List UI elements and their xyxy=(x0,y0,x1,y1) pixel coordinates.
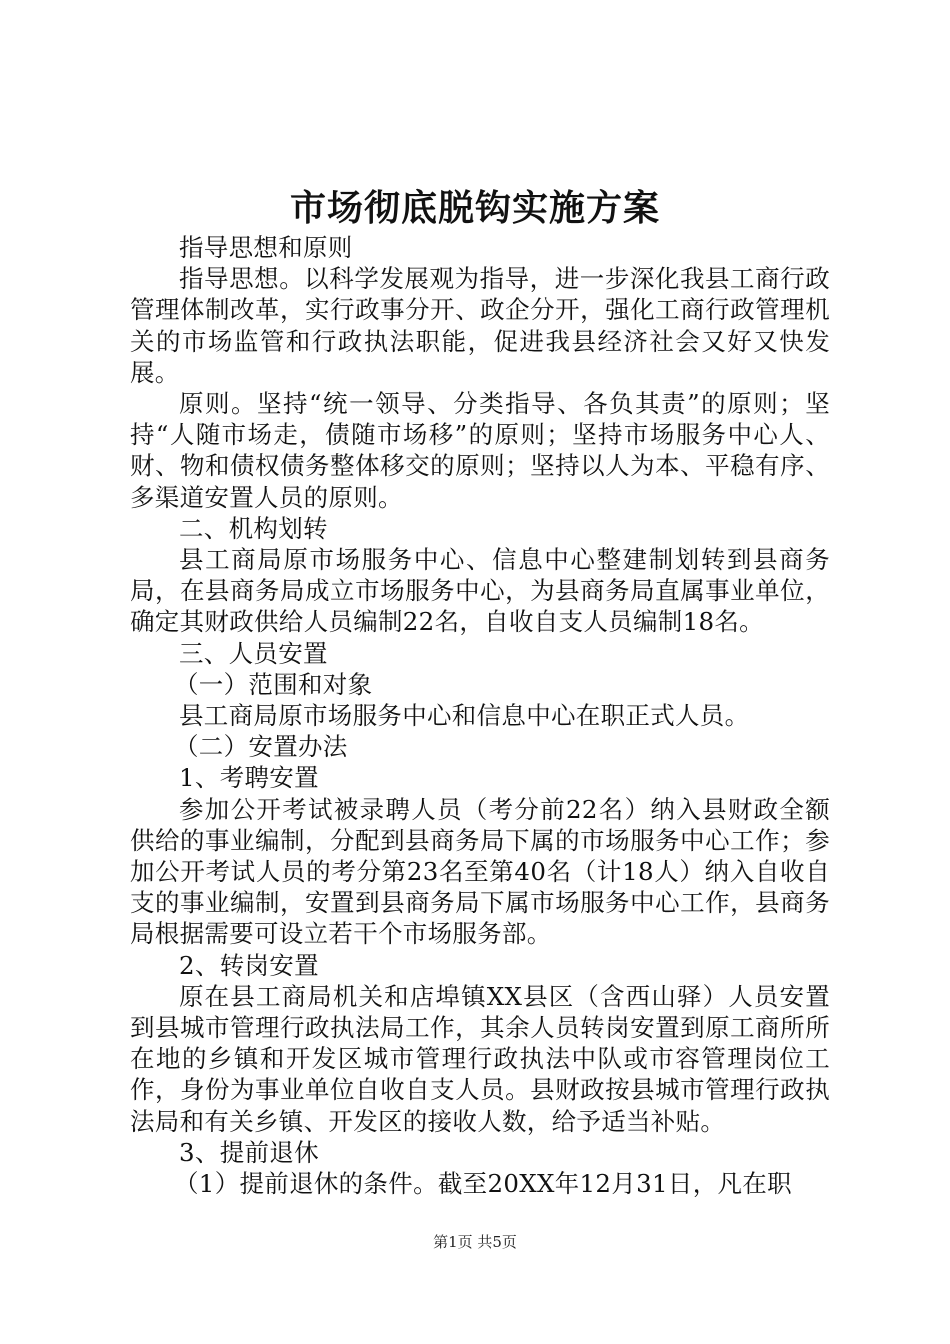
paragraph: （1）提前退休的条件。截至20XX年12月31日，凡在职 xyxy=(174,1169,792,1199)
paragraph: 原在县工商局机关和店埠镇XX县区（含西山驿）人员安置到县城市管理行政执法局工作，其余人员转岗安置到原工商所所在地的乡镇和开发区城市管理行政执法中队或市容管理岗位工作，身份为事业单位自收自支人员。县财政按县城市管理行政执法局和有关乡镇、开发区的接收人数，给予适当补贴。 xyxy=(130,981,830,1136)
paragraph: 指导思想。以科学发展观为指导，进一步深化我县工商行政管理体制改革，实行政事分开、政企分开，强化工商行政管理机关的市场监管和行政执法职能，促进我县经济社会又好又快发展。 xyxy=(130,264,830,387)
subsection-heading: （一）范围和对象 xyxy=(174,669,373,699)
paragraph: 原则。坚持“统一领导、分类指导、各负其责”的原则；坚持“人随市场走，债随市场移”的原则；坚持市场服务中心人、财、物和债权债务整体移交的原则；坚持以人为本、平稳有序、多渠道安置人员的原则。 xyxy=(130,389,830,512)
paragraph: 参加公开考试被录聘人员（考分前22名）纳入县财政全额供给的事业编制，分配到县商务局下属的市场服务中心工作；参加公开考试人员的考分第23名至第40名（计18人）纳入自收自支的事业编制，安置到县商务局下属市场服务中心工作，县商务局根据需要可设立若干个市场服务部。 xyxy=(130,794,830,949)
subsection-heading: （二）安置办法 xyxy=(174,732,348,762)
item-heading: 2、转岗安置 xyxy=(179,950,319,980)
paragraph: 县工商局原市场服务中心和信息中心在职正式人员。 xyxy=(179,701,750,731)
section-heading: 二、机构划转 xyxy=(179,513,328,543)
item-heading: 3、提前退休 xyxy=(179,1137,319,1167)
document-title: 市场彻底脱钩实施方案 xyxy=(289,187,660,229)
page-footer: 第1页 共5页 xyxy=(433,1233,517,1251)
document-body xyxy=(130,232,830,1199)
item-heading: 1、考聘安置 xyxy=(179,763,319,793)
paragraph: 指导思想和原则 xyxy=(179,233,353,262)
paragraph: 县工商局原市场服务中心、信息中心整建制划转到县商务局，在县商务局成立市场服务中心，为县商务局直属事业单位，确定其财政供给人员编制22名，自收自支人员编制18名。 xyxy=(130,545,830,637)
section-heading: 三、人员安置 xyxy=(179,638,328,668)
